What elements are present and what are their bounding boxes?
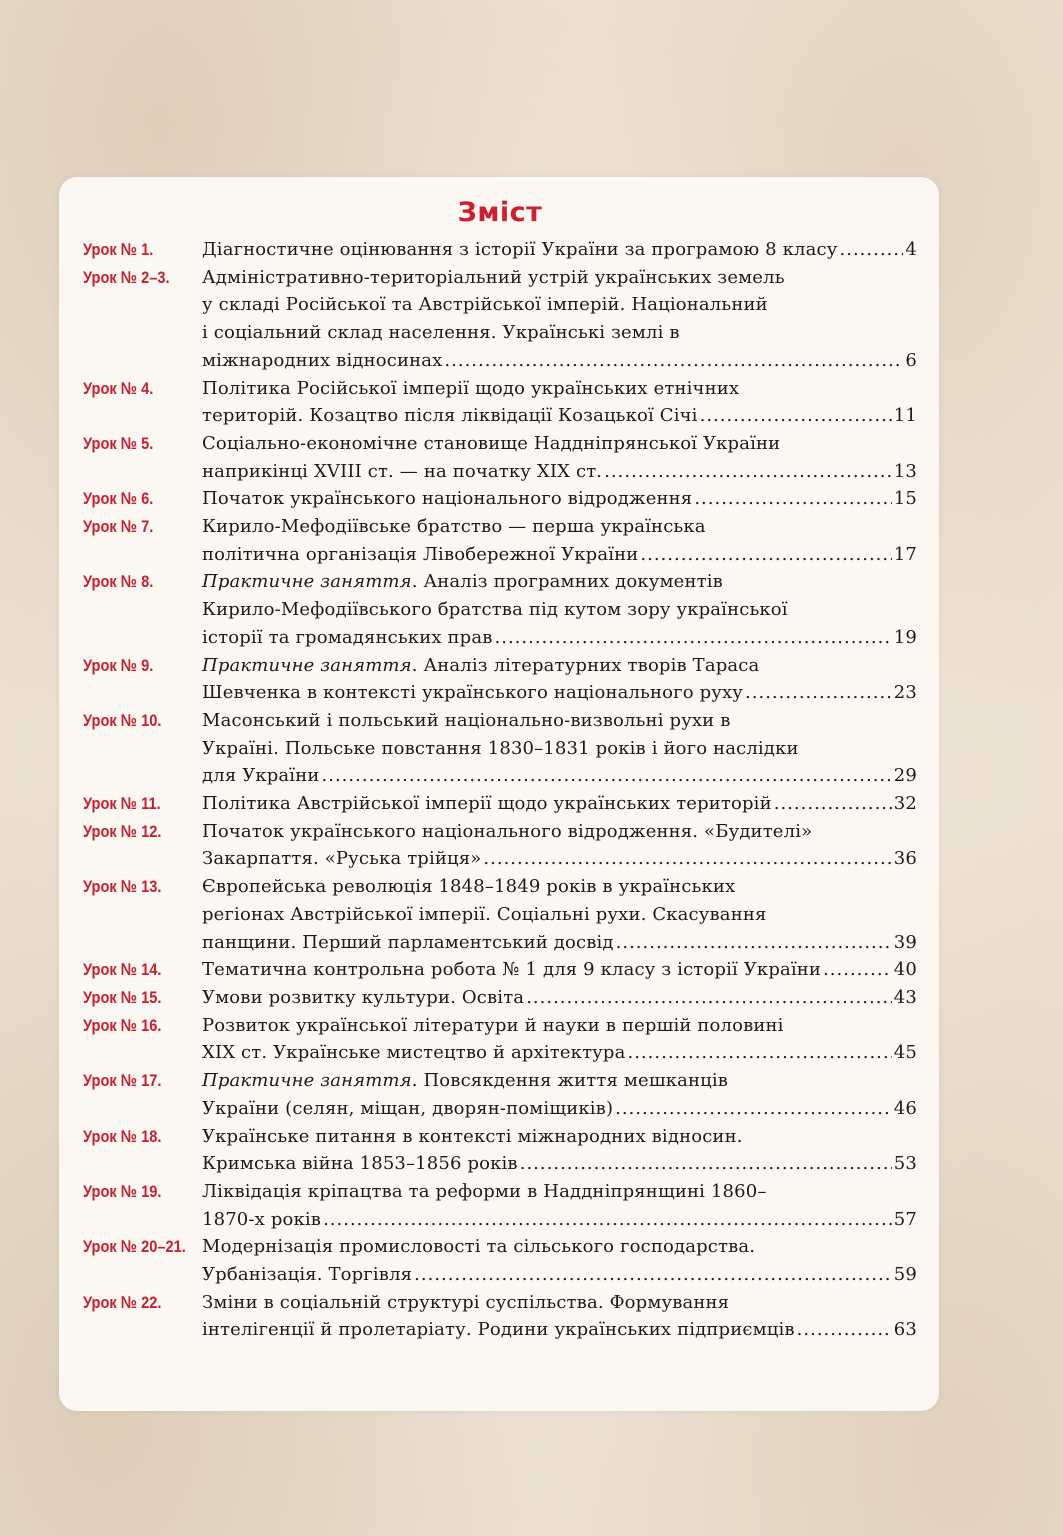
lesson-number: Урок № 12. [83,821,162,841]
page-number: 11 [893,405,917,427]
lesson-title-line [202,264,917,292]
title-text: Ліквідація кріпацтва та реформи в Наддніпрянщині 1860– [202,1180,767,1202]
lesson-title-line [202,291,917,319]
page-number: 13 [893,460,917,482]
lesson-title-last-line [202,1150,917,1178]
title-text: регіонах Австрійської імперії. Соціальні рухи. Скасування [202,903,767,925]
page-number: 19 [893,626,917,648]
lesson-title [202,984,917,1012]
lesson-number: Урок № 16. [83,1015,162,1035]
toc-entry[interactable] [83,1289,917,1344]
lesson-title-last-line [202,624,917,652]
lesson-title [202,1178,917,1233]
lesson-title [202,873,917,956]
title-text: Європейська революція 1848–1849 років в українських [202,876,736,898]
lesson-title-line [202,1012,917,1040]
title-text: . Аналіз літературних творів Тараса [411,654,760,676]
lesson-title-line [202,652,917,680]
dot-leader [604,458,892,486]
page-number: 63 [893,1319,917,1341]
dot-leader [322,762,892,790]
toc-entry[interactable] [83,430,917,485]
title-text: України (селян, міщан, дворян-поміщиків) [202,1097,614,1119]
lesson-title-line [202,1067,917,1095]
toc-entry[interactable] [83,375,917,430]
lesson-title [202,818,917,873]
title-text: Зміни в соціальній структурі суспільства. Формування [202,1291,730,1313]
lesson-title [202,790,917,818]
lesson-title-last-line [202,236,917,264]
dot-leader [414,1261,892,1289]
dot-leader [627,1039,891,1067]
lesson-number: Урок № 19. [83,1181,162,1201]
lesson-title-last-line [202,458,917,486]
lesson-title-last-line [202,1316,917,1344]
title-text: Політика Австрійської імперії щодо українських територій [202,793,772,815]
page-number: 45 [893,1042,917,1064]
lesson-number: Урок № 6. [83,489,154,509]
page-number: 40 [893,959,917,981]
lesson-title [202,485,917,513]
lesson-title [202,1233,917,1288]
italic-label: Практичне заняття [202,571,412,593]
title-text: Умови розвитку культури. Освіта [202,986,525,1008]
title-text: Кримська війна 1853–1856 років [202,1153,518,1175]
dot-leader [520,1150,892,1178]
dot-leader [694,485,891,513]
lesson-title [202,652,917,707]
lesson-title-line [202,430,917,458]
lesson-number: Урок № 1. [83,240,154,259]
title-text: для України [202,765,320,787]
title-text: Закарпаття. «Руська трійця» [202,848,482,870]
dot-leader [616,929,892,957]
title-text: Шевченка в контексті українського національного руху [202,682,744,704]
lesson-title-line [202,1178,917,1206]
lesson-title-last-line [202,790,917,818]
dot-leader [526,984,892,1012]
lesson-number: Урок № 20–21. [83,1237,186,1257]
lesson-title-last-line [202,485,917,513]
lesson-number: Урок № 5. [83,433,154,453]
page-number: 43 [893,986,917,1008]
page-number: 59 [893,1264,917,1286]
lesson-title-last-line [202,402,917,430]
dot-leader [797,1316,892,1344]
lesson-title-last-line [202,541,917,569]
title-text: XIX ст. Українське мистецтво й архітектура [202,1042,626,1064]
title-text: у складі Російської та Австрійської імперій. Національний [202,294,768,316]
lesson-title-line [202,1123,917,1151]
dot-leader [640,541,891,569]
lesson-title-last-line [202,1206,917,1234]
lesson-title-line [202,513,917,541]
toc-entry[interactable] [83,1067,917,1122]
page-number: 23 [893,682,917,704]
lesson-title-line [202,735,917,763]
toc-entry[interactable] [83,956,917,984]
toc-entry[interactable] [83,707,917,790]
lesson-title-line [202,375,917,403]
title-text: політична організація Лівобережної України [202,543,639,565]
lesson-title-line [202,568,917,596]
lesson-title-line [202,1289,917,1317]
lesson-title [202,1012,917,1067]
title-text: Початок українського національного відродження [202,488,693,510]
dot-leader [823,956,892,984]
title-text: Україні. Польське повстання 1830–1831 років і його наслідки [202,737,799,759]
dot-leader [745,679,892,707]
toc-entry[interactable] [83,790,917,818]
lesson-title-last-line [202,679,917,707]
page-number: 57 [893,1208,917,1230]
toc-entry[interactable] [83,1233,917,1288]
lesson-number: Урок № 8. [83,572,154,592]
page-number: 17 [893,543,917,565]
lesson-title-line [202,1233,917,1261]
dot-leader [323,1206,892,1234]
toc-entry[interactable] [83,513,917,568]
lesson-number: Урок № 22. [83,1292,162,1312]
lesson-title [202,1067,917,1122]
title-text: міжнародних відносинах [202,349,443,371]
lesson-title-line [202,873,917,901]
italic-label: Практичне заняття [202,654,412,676]
title-text: Українське питання в контексті міжнародних відносин. [202,1125,743,1147]
lesson-title-line [202,901,917,929]
title-text: історії та громадянських прав [202,626,493,648]
lesson-title-last-line [202,1261,917,1289]
lesson-title-line [202,319,917,347]
page-number: 53 [893,1153,917,1175]
lesson-title-last-line [202,956,917,984]
title-text: Адміністративно-територіальний устрій українських земель [202,266,785,288]
toc-entry[interactable] [83,1178,917,1233]
title-text: Політика Російської імперії щодо українських етнічних [202,377,740,399]
lesson-title-last-line [202,845,917,873]
table-of-contents [83,236,917,1344]
lesson-title-last-line [202,929,917,957]
lesson-number: Урок № 11. [83,794,161,814]
lesson-title-line [202,596,917,624]
page-number: 29 [893,765,917,787]
title-text: . Повсякдення життя мешканців [411,1070,729,1092]
italic-label: Практичне заняття [202,1070,412,1092]
dot-leader [615,1095,892,1123]
lesson-title [202,236,917,264]
title-text: Розвиток української літератури й науки в першій половині [202,1014,784,1036]
lesson-title [202,1123,917,1178]
lesson-number: Урок № 7. [83,517,154,537]
title-text: Діагностичне оцінювання з історії України за програмою 8 класу [202,239,838,260]
lesson-number: Урок № 9. [83,655,154,675]
title-text: . Аналіз програмних документів [411,571,723,593]
lesson-title-last-line [202,762,917,790]
lesson-number: Урок № 4. [83,378,154,398]
lesson-number: Урок № 14. [83,960,162,980]
title-text: Тематична контрольна робота № 1 для 9 класу з історії України [202,959,822,981]
lesson-title [202,568,917,651]
title-text: інтелігенції й пролетаріату. Родини українських підприємців [202,1319,795,1341]
title-text: Масонський і польський національно-визвольні рухи в [202,709,731,731]
lesson-title [202,264,917,375]
toc-entry[interactable] [83,652,917,707]
toc-entry[interactable] [83,236,917,264]
lesson-title-last-line [202,1039,917,1067]
lesson-number: Урок № 10. [83,710,162,730]
dot-leader [444,347,903,375]
dot-leader [774,790,892,818]
lesson-number: Урок № 17. [83,1071,162,1091]
title-text: Кирило-Мефодіївського братства під кутом зору української [202,599,788,621]
title-text: і соціальний склад населення. Українські землі в [202,322,680,344]
lesson-title-line [202,707,917,735]
dot-leader [700,402,892,430]
lesson-number: Урок № 15. [83,987,162,1007]
dot-leader [483,845,891,873]
toc-entry[interactable] [83,984,917,1012]
page-number: 46 [893,1097,917,1119]
lesson-title [202,430,917,485]
page-number: 6 [905,349,917,371]
lesson-title [202,707,917,790]
toc-entry[interactable] [83,873,917,956]
toc-entry[interactable] [83,568,917,651]
lesson-number: Урок № 18. [83,1126,162,1146]
lesson-title-last-line [202,1095,917,1123]
title-text: панщини. Перший парламентський досвід [202,931,614,953]
page-number: 15 [893,488,917,510]
title-text: Урбанізація. Торгівля [202,1264,413,1286]
page-number: 39 [893,931,917,953]
title-text: Початок українського національного відродження. «Будителі» [202,820,813,842]
toc-entry[interactable] [83,264,917,375]
title-text: 1870-х років [202,1208,322,1230]
page-number: 36 [893,848,917,870]
title-text: наприкінці XVIII ст. — на початку XIX ст. [202,460,603,482]
toc-entry[interactable] [83,818,917,873]
title-text: Соціально-економічне становище Наддніпрянської України [202,432,781,454]
title-text: Модернізація промисловості та сільського господарства. [202,1236,756,1258]
dot-leader [495,624,892,652]
lesson-title [202,513,917,568]
title-text: територій. Козацтво після ліквідації Козацької Січі [202,405,698,427]
dot-leader [840,236,904,264]
lesson-title [202,1289,917,1344]
page-number: 4 [905,239,917,260]
lesson-number: Урок № 13. [83,877,162,897]
page-title: Зміст [457,197,543,228]
page-number: 32 [893,793,917,815]
title-text: Кирило-Мефодіївське братство — перша українська [202,516,706,538]
lesson-title-last-line [202,984,917,1012]
lesson-number: Урок № 2–3. [83,267,170,287]
lesson-title [202,375,917,430]
toc-entry[interactable] [83,1012,917,1067]
toc-entry[interactable] [83,485,917,513]
lesson-title [202,956,917,984]
lesson-title-line [202,818,917,846]
toc-entry[interactable] [83,1123,917,1178]
lesson-title-last-line [202,347,917,375]
